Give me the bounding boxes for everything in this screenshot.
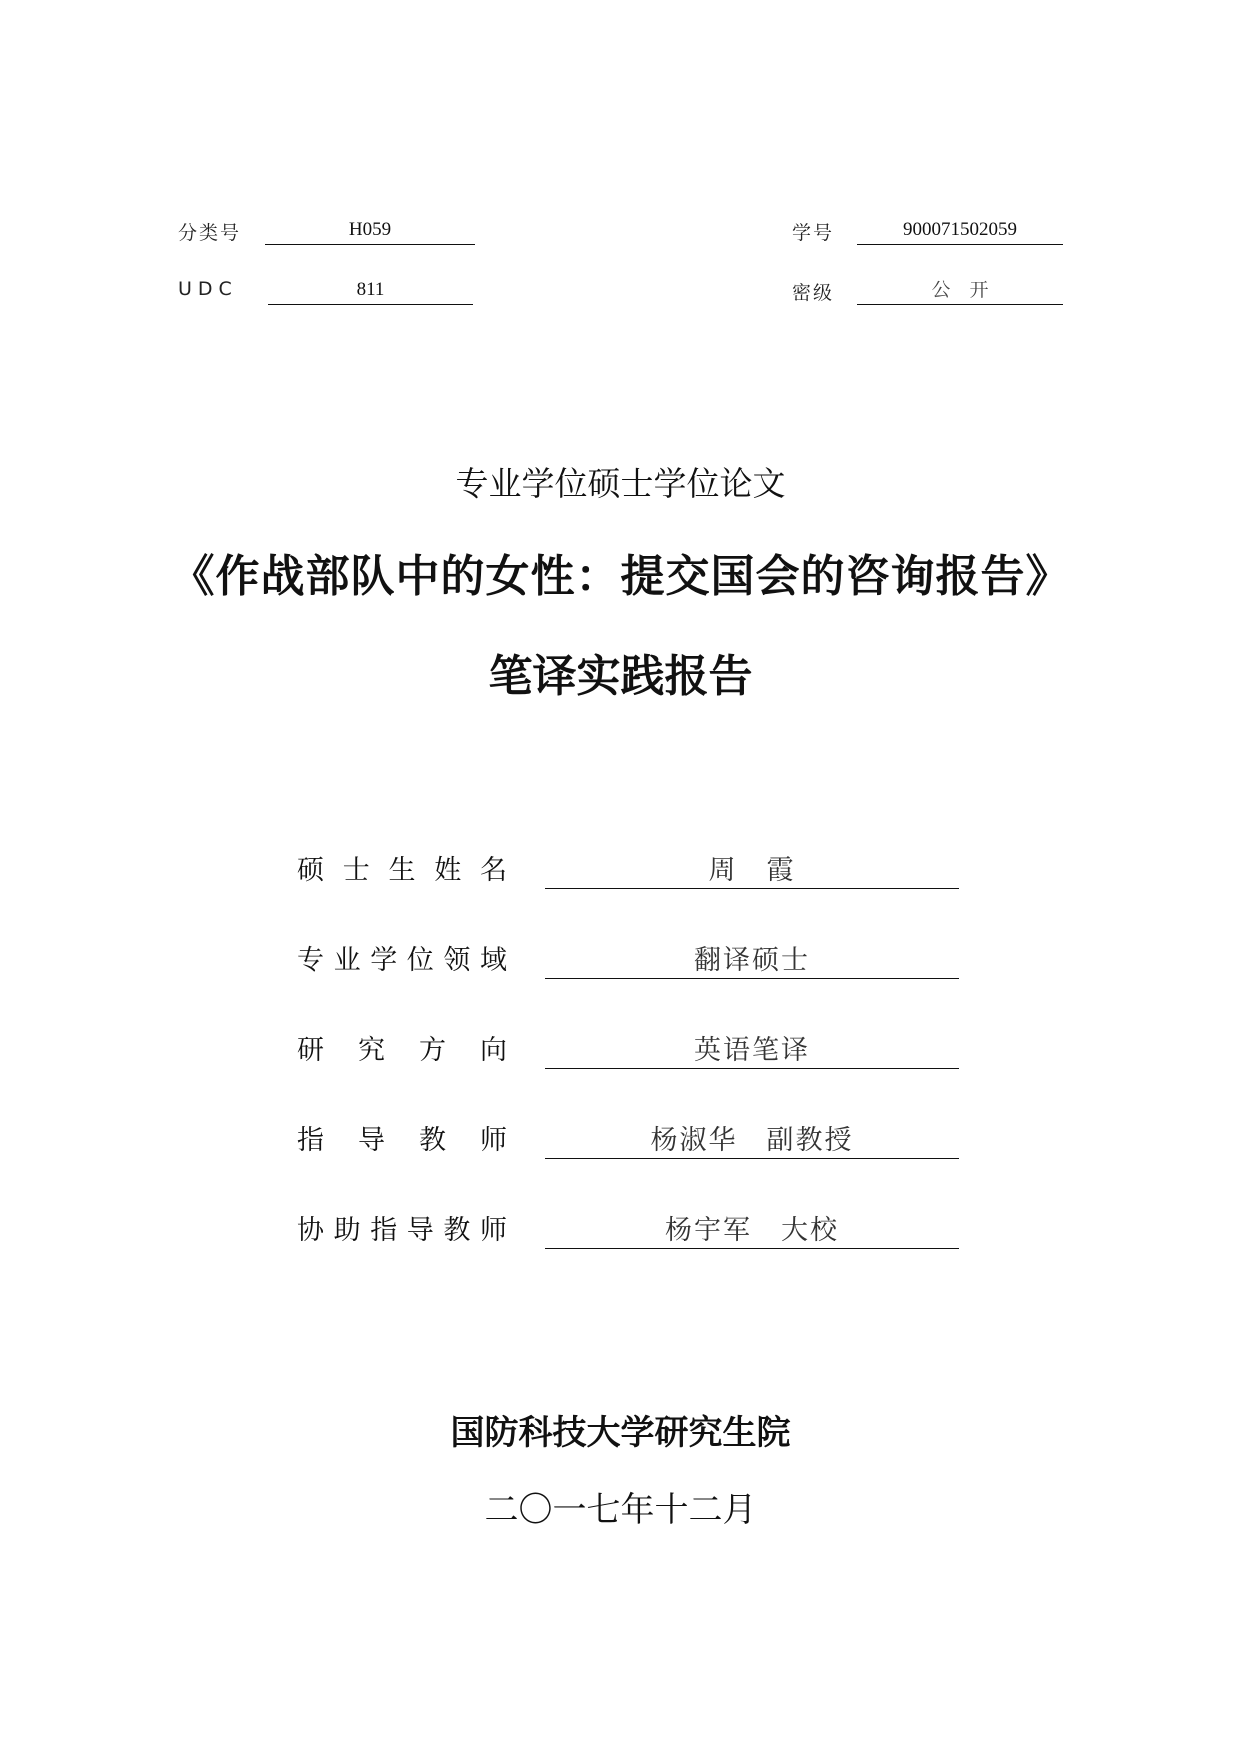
info-value: 杨淑华 副教授	[545, 1118, 959, 1159]
info-row-supervisor	[297, 1118, 962, 1164]
security-value: 公 开	[857, 278, 1063, 305]
thesis-title: 《作战部队中的女性：提交国会的咨询报告》	[170, 551, 1071, 602]
info-value: 杨宇军 大校	[545, 1208, 959, 1249]
info-value: 翻译硕士	[545, 938, 959, 979]
info-label: 协 助 指 导 教 师	[297, 1215, 507, 1246]
student-id-value: 900071502059	[857, 218, 1063, 245]
info-row-research-direction	[297, 1028, 962, 1074]
info-label: 硕 士 生 姓 名	[297, 855, 507, 886]
classification-value: H059	[265, 218, 475, 245]
info-value: 英语笔译	[545, 1028, 959, 1069]
info-row-degree-field	[297, 938, 962, 984]
institution-name: 国防科技大学研究生院	[450, 1413, 791, 1453]
udc-label: UDC	[178, 278, 238, 300]
info-label: 研 究 方 向	[297, 1035, 507, 1066]
thesis-type: 专业学位硕士学位论文	[455, 464, 786, 503]
classification-label: 分类号	[178, 222, 242, 244]
info-label: 指 导 教 师	[297, 1125, 507, 1156]
info-value: 周 霞	[545, 848, 959, 889]
info-row-student-name	[297, 848, 962, 894]
info-label: 专 业 学 位 领 域	[297, 945, 507, 976]
student-id-label: 学号	[792, 222, 835, 244]
udc-value: 811	[268, 278, 473, 305]
security-label: 密级	[792, 282, 835, 304]
submission-date: 二〇一七年十二月	[484, 1490, 757, 1530]
info-row-co-supervisor	[297, 1208, 962, 1254]
thesis-subtitle: 笔译实践报告	[488, 651, 753, 702]
